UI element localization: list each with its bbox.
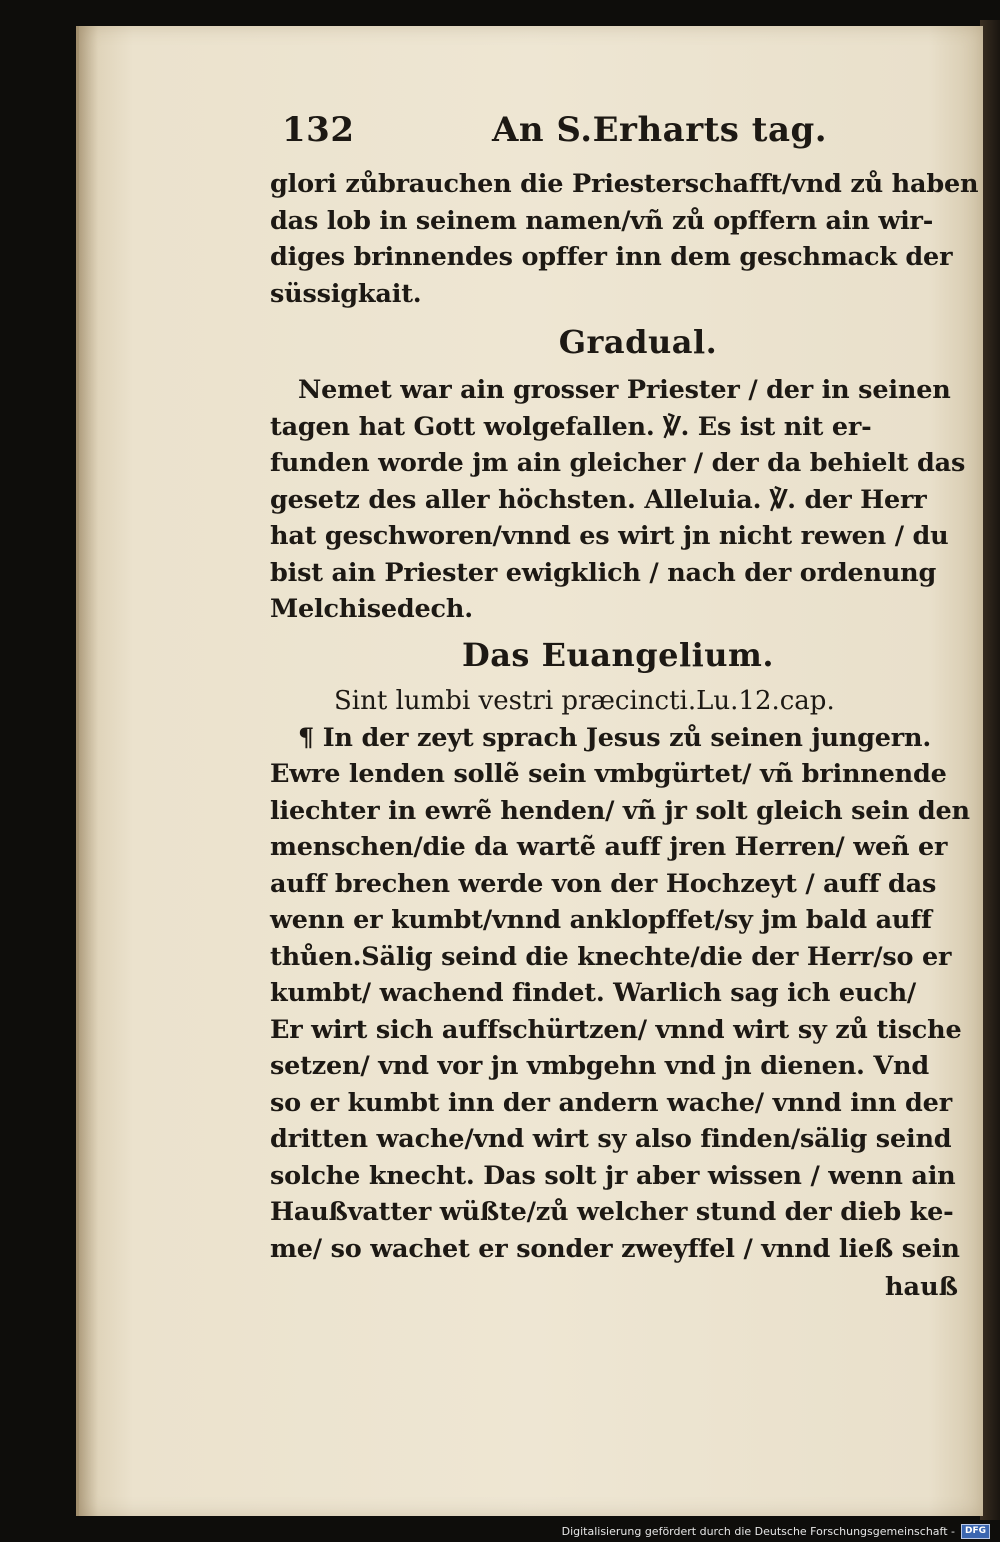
page-text-block — [270, 110, 979, 1307]
page-header — [270, 110, 966, 166]
text-line: tagen hat Gott wolgefallen. ℣. Es ist nit er- — [270, 411, 872, 442]
text-section-collect-end — [270, 166, 979, 312]
text-line: funden worde jm ain gleicher / der da behielt das — [270, 448, 966, 478]
text-line: wenn er kumbt/vnnd anklopffet/sy jm bald auff — [270, 905, 932, 935]
text-line: solche knecht. Das solt jr aber wissen / wenn ain — [270, 1160, 956, 1191]
gospel-citation: Sint lumbi vestri præcincti.Lu.12.cap. — [334, 685, 835, 716]
text-line: bist ain Priester ewigklich / nach der ordenung — [270, 557, 937, 588]
text-line: Haußvatter wüßte/zů welcher stund der dieb ke- — [270, 1197, 954, 1227]
text-line: diges brinnendes opffer inn dem geschmack der — [270, 242, 953, 272]
text-line: das lob in seinem namen/vñ zů opffern ain wir- — [270, 205, 934, 236]
text-line: so er kumbt inn der andern wache/ vnnd inn der — [270, 1087, 952, 1118]
text-line: süssigkait. — [270, 278, 422, 309]
dfg-logo: DFG — [961, 1524, 990, 1539]
text-line: dritten wache/vnd wirt sy also finden/sälig seind — [270, 1124, 952, 1154]
text-line: Nemet war ain grosser Priester / der in seinen — [298, 375, 951, 405]
text-line: thůen.Sälig seind die knechte/die der Herr/so er — [270, 941, 952, 972]
text-line: menschen/die da wartẽ auff jren Herren/ weñ er — [270, 832, 948, 862]
text-line: auff brechen werde von der Hochzeyt / auff das — [270, 868, 937, 899]
text-line: Melchisedech. — [270, 594, 473, 624]
text-line: Ewre lenden sollẽ sein vmbgürtet/ vñ brinnende — [270, 759, 947, 789]
heading-gradual: Gradual. — [558, 323, 718, 361]
page-gutter-shadow — [76, 26, 98, 1516]
text-line: gesetz des aller höchsten. Alleluia. ℣. der Herr — [270, 484, 927, 515]
catchword: hauß — [885, 1272, 958, 1302]
text-line: hat geschworen/vnnd es wirt jn nicht rewen / du — [270, 521, 949, 551]
text-line: glori zůbrauchen die Priesterschafft/vnd zů haben — [270, 169, 979, 199]
digitization-credit — [560, 1522, 990, 1540]
book-edge — [980, 20, 1000, 1520]
credit-text: Digitalisierung gefördert durch die Deutsche Forschungsgemeinschaft - — [561, 1524, 955, 1538]
text-section-gospel — [270, 720, 970, 1268]
page-number: 132 — [282, 110, 355, 150]
text-line: liechter in ewrẽ henden/ vñ jr solt gleich sein den — [270, 795, 970, 826]
text-line: setzen/ vnd vor jn vmbgehn vnd jn dienen. Vnd — [270, 1051, 929, 1081]
text-line: kumbt/ wachend findet. Warlich sag ich euch/ — [270, 978, 917, 1008]
text-section-gradual — [270, 372, 966, 628]
text-line: ¶ In der zeyt sprach Jesus zů seinen jungern. — [298, 722, 932, 753]
text-line: Er wirt sich auffschürtzen/ vnnd wirt sy zů tische — [270, 1014, 962, 1045]
running-title: An S.Erharts tag. — [492, 110, 828, 150]
heading-gospel: Das Euangelium. — [461, 635, 775, 674]
text-line: me/ so wachet er sonder zweyffel / vnnd ließ sein — [270, 1233, 960, 1264]
